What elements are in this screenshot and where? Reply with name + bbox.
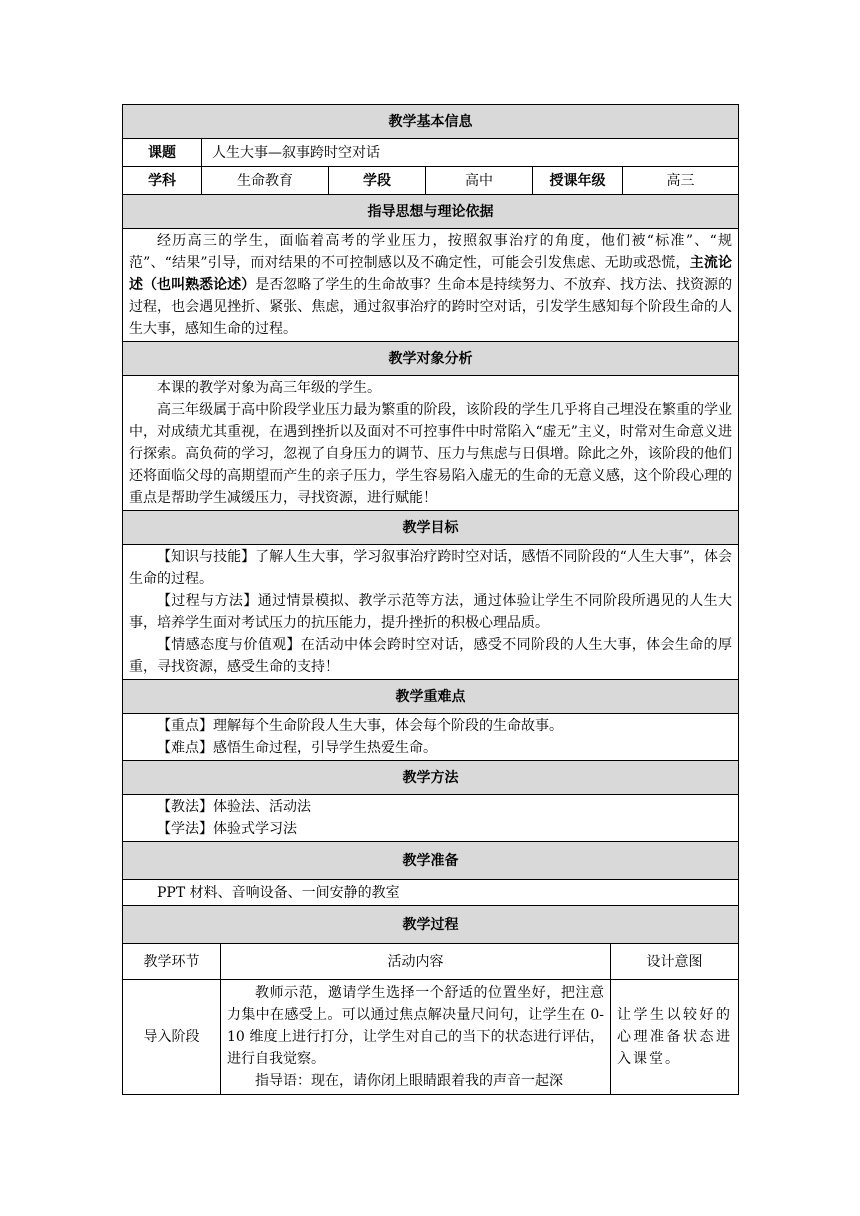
section-header-preparation: 教学准备 xyxy=(123,842,739,880)
students-paragraph-1: 本课的教学对象为高三年级的学生。 xyxy=(157,380,381,396)
guiding-paragraph xyxy=(123,230,738,340)
section-header-key-points: 教学重难点 xyxy=(123,680,739,714)
stage-value: 高中 xyxy=(426,167,533,195)
goals-content xyxy=(123,545,739,680)
key-point: 【重点】理解每个生命阶段人生大事，体会每个阶段的生命故事。 xyxy=(157,718,563,734)
lesson-plan-table xyxy=(122,104,739,944)
stage-label: 学段 xyxy=(329,167,426,195)
guiding-text-a: 经历高三的学生，面临着高考的学业压力，按照叙事治疗的角度，他们被“标准”、“规范”、“结果”引导，而对结果的不可控制感以及不确定性，可能会引发焦虑、无助或恐慌， xyxy=(129,233,733,271)
preparation-content xyxy=(123,880,739,906)
process-col-intent: 设计意图 xyxy=(611,944,739,980)
section-header-guiding: 指导思想与理论依据 xyxy=(123,195,739,229)
process-col-stage: 教学环节 xyxy=(123,944,221,980)
students-paragraph-2: 高三年级属于高中阶段学业压力最为繁重的阶段，该阶段的学生几乎将自己埋没在繁重的学业中，对成绩尤其重视，在遇到挫折以及面对不可控事件中时常陷入“虚无”主义，时常对生命意义进行探索。高负荷的学习，忽视了自身压力的调节、压力与焦虑与日俱增。除此之外，该阶段的他们还将面临父母的高期望而产生的亲子压力，学生容易陷入虚无的生命的无意义感，这个阶段心理的重点是帮助学生减缓压力，寻找资源，进行赋能！ xyxy=(129,402,733,506)
goal-process: 【过程与方法】通过情景模拟、教学示范等方法，通过体验让学生不同阶段所遇见的人生大事，培养学生面对考试压力的抗压能力，提升挫折的积极心理品质。 xyxy=(129,593,733,631)
section-header-methods: 教学方法 xyxy=(123,761,739,795)
grade-value: 高三 xyxy=(623,167,739,195)
goal-emotion: 【情感态度与价值观】在活动中体会跨时空对话，感受不同阶段的人生大事，体会生命的厚重，寻找资源，感受生命的支持！ xyxy=(129,637,733,675)
key-points-content xyxy=(123,714,739,761)
process-intent: 让学生以较好的心理准备状态进入课堂。 xyxy=(611,980,739,1095)
teaching-method: 【教法】体验法、活动法 xyxy=(157,799,311,815)
difficult-point: 【难点】感悟生命过程，引导学生热爱生命。 xyxy=(157,740,437,756)
lesson-plan-document xyxy=(122,104,738,1095)
section-header-basic-info: 教学基本信息 xyxy=(123,105,739,139)
process-activity-paragraph-2: 指导语：现在，请你闭上眼睛跟着我的声音一起深 xyxy=(255,1073,563,1089)
guiding-text-b: 是否忽略了学生的生命故事？生命本是持续努力、不放弃、找方法、找资源的过程，也会遇见挫折、紧张、焦虑，通过叙事治疗的跨时空对话，引发学生感知每个阶段生命的人生大事，感知生命的过程。 xyxy=(129,277,733,337)
topic-label: 课题 xyxy=(123,139,202,167)
process-activity-paragraph-1: 教师示范，邀请学生选择一个舒适的位置坐好，把注意力集中在感受上。可以通过焦点解决量尺问句，让学生在 0-10 维度上进行打分，让学生对自己的当下的状态进行评估，进行自我觉察。 xyxy=(227,985,604,1067)
goal-knowledge: 【知识与技能】了解人生大事，学习叙事治疗跨时空对话，感悟不同阶段的“人生大事”，体会生命的过程。 xyxy=(129,549,733,587)
section-header-goals: 教学目标 xyxy=(123,511,739,545)
guiding-text-bold: 主流论述（也叫熟悉论述） xyxy=(129,255,733,293)
process-row xyxy=(123,980,739,1095)
process-stage: 导入阶段 xyxy=(123,980,221,1095)
topic-value: 人生大事—叙事跨时空对话 xyxy=(202,139,739,167)
guiding-content xyxy=(123,229,739,342)
methods-content xyxy=(123,795,739,842)
preparation-text: PPT 材料、音响设备、一间安静的教室 xyxy=(157,884,400,901)
process-activity xyxy=(221,980,611,1095)
process-col-activity: 活动内容 xyxy=(221,944,611,980)
subject-value: 生命教育 xyxy=(202,167,329,195)
students-content xyxy=(123,376,739,511)
section-header-process: 教学过程 xyxy=(123,906,739,944)
learning-method: 【学法】体验式学习法 xyxy=(157,821,297,837)
process-table xyxy=(122,943,739,1095)
section-header-students: 教学对象分析 xyxy=(123,342,739,376)
subject-label: 学科 xyxy=(123,167,202,195)
grade-label: 授课年级 xyxy=(533,167,623,195)
